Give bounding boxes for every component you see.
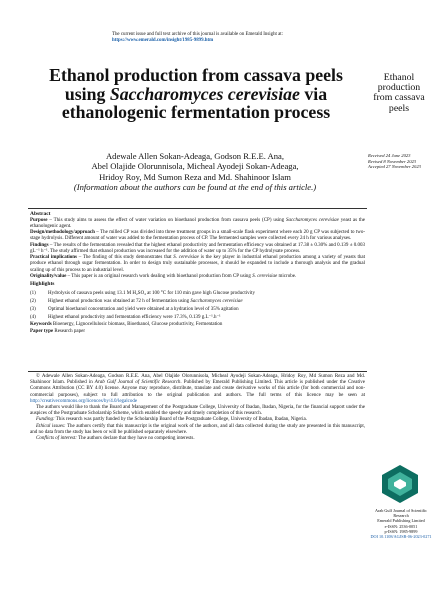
purpose-text: – This study aims to assess the effect of water variation on bioethanol production from cassava peels (CP) using (47, 217, 287, 223)
purpose-italic: Saccharomyces cerevisiae (286, 217, 339, 223)
front-matter-notes (30, 374, 365, 442)
conflicts-text: The authors declare that they have no competing interests. (76, 436, 195, 442)
highlights-heading: Highlights (30, 281, 55, 287)
paper-type-text: Research paper (53, 328, 86, 334)
highlight-text: Highest ethanol production was obtained at 72 h of fermentation using (48, 298, 191, 304)
highlight-number: (3) (30, 306, 36, 312)
abstract-purpose (30, 218, 365, 231)
journal-doi-link[interactable]: DOI 10.1108/AGJSR-06-2023-0271 (370, 534, 432, 540)
journal-eissn: e-ISSN: 2536-0051 (384, 523, 418, 529)
title-part1: Ethanol production from cassava peels using (49, 65, 343, 104)
received-date: Received 24 June 2023 (368, 153, 411, 158)
highlight-text: Highest ethanol productivity and fermentation efficiency were 17.3%, 0.139 g.L⁻¹.h⁻¹ (48, 315, 221, 321)
highlight-item (30, 314, 365, 322)
originality-label: Originality/value (30, 273, 67, 279)
paper-type (30, 329, 365, 335)
highlight-italic: Saccharomyces cerevisiae (190, 298, 243, 304)
keywords-label: Keywords (30, 322, 52, 328)
journal-publisher: Emerald Publishing Limited (377, 518, 425, 524)
authors-line3: Hridoy Roy, Md Sumon Reza and Md. Shahinoor Islam (99, 171, 291, 182)
title-italic: Saccharomyces cerevisiae (109, 83, 300, 104)
header-availability-text (112, 32, 412, 44)
originality-text: – This paper is an original research work dealing with bioethanol production from CP using (66, 273, 253, 279)
originality-end: microbe. (277, 273, 297, 279)
highlight-number: (4) (30, 315, 36, 321)
article-title (37, 66, 355, 122)
abstract-findings (30, 243, 365, 256)
funding-text: This research was partly funded by the Scholarship Board of the Postgraduate College, University of Ibadan, Ibadan, Nigeria. (54, 417, 307, 423)
license-link[interactable]: http://creativecommons.org/licences/by/4.0/legalcode (30, 398, 138, 404)
highlight-text: Hydrolysis of cassava peels using 13.1 M H₂SO₄ at 100 °C for 110 min gave high Glucose productivity (48, 290, 255, 296)
abstract-bottom-rule (28, 371, 367, 372)
practical-text: – The finding of this study demonstrates that (77, 255, 174, 260)
purpose-label: Purpose (30, 217, 48, 223)
abstract-originality (30, 274, 365, 280)
ethical-text: The authors certify that this manuscript is the original work of the authors, and all data collected during the study are presented in this manuscript, and no data from the study has been or will be published separately elsewhere. (30, 423, 365, 435)
license-text1: © Adewale Allen Sokan-Adeaga, Godson R.E.E. Ana, Abel Olajide Olorunnisola, Micheal Ayodeji Sokan-Adeaga, Hridoy Roy, Md Sumon Reza and Md. Shahinoor Islam. Published in (30, 374, 365, 386)
abstract-heading: Abstract (30, 211, 51, 217)
license-statement (30, 374, 365, 405)
ethical-statement (30, 424, 365, 436)
abstract-section (30, 211, 365, 335)
authors-line2: Abel Olajide Olorunnisola, Micheal Ayodeji Sokan-Adeaga, (91, 161, 299, 172)
funding-label: Funding: (36, 417, 55, 423)
practical-italic: S. cerevisiae (173, 255, 199, 260)
running-title: Ethanol production from cassava peels (373, 72, 425, 114)
accepted-date: Accepted 27 November 2023 (368, 164, 421, 170)
highlight-item (30, 298, 365, 306)
highlight-item (30, 290, 365, 298)
header-url-link[interactable]: https://www.emerald.com/insight/1985-9899.htm (112, 38, 214, 43)
acknowledgement: The authors would like to thank the Board and Management of the Postgraduate College, University of Ibadan, Ibadan, Nigeria, for the financial support under the auspices of the Postgraduate Scholarship Scheme, which enabled the speedy and timely completion of this research. (30, 405, 365, 417)
authors-note: (Information about the authors can be found at the end of this article.) (73, 181, 317, 192)
findings-label: Findings (30, 242, 49, 248)
practical-end: is the key player in industrial ethanol production among a variety of yeasts that produce ethanol through sugar fermentation. In order to design truly sustainable processes, it should be expanded to include a thorough analysis and the gradual scaling up of this process to an industrial level. (30, 255, 365, 273)
findings-text: – The results of the fermentation revealed that the highest ethanol productivity and fermentation efficiency was obtained at 17.38 ± 0.30% and 0.139 ± 0.003 gL⁻¹ h⁻¹. The study affirmed that ethanol production was increased for the addition of water up to 35% for the CP hydrolysate process. (30, 242, 365, 254)
emerald-logo-icon (381, 464, 419, 504)
authors-line1: Adewale Allen Sokan-Adeaga, Godson R.E.E. Ana, (105, 151, 285, 161)
journal-pissn: p-ISSN: 1985-9899 (384, 528, 418, 534)
highlight-text: Optimal bioethanol concentration and yield were obtained at a hydration level of 35% agitation (48, 306, 239, 312)
revised-date: Revised 8 November 2023 (368, 158, 417, 164)
abstract-design (30, 230, 365, 243)
abstract-top-rule (28, 208, 367, 209)
highlight-number: (1) (30, 290, 36, 296)
article-dates (368, 153, 434, 170)
ethical-label: Ethical issues: (36, 423, 66, 429)
license-text2: . Published by Emerald Publishing Limited. This article is published under the Creative Commons Attribution (CC BY 4.0) license. Anyone may reproduce, distribute, translate and create derivative works of this article (for both commercial and non-commercial purposes), subject to full attribution to the original publication and authors. The full terms of this licence may be seen at (30, 380, 365, 398)
highlight-number: (2) (30, 298, 36, 304)
highlight-item (30, 306, 365, 314)
design-label: Design/methodology/approach (30, 230, 95, 235)
design-text: – The milled CP was divided into three treatment groups in a small-scale flask experiment where each 20 g CP was subjected to two-stage hydrolysis. Different amount of water was added to the fermentation process of CP. The fermented samples were collected every 24 h for various analyses. (30, 230, 365, 242)
license-journal: Arab Gulf Journal of Scientific Research (94, 380, 181, 386)
purpose-end: yeast as the ethanologenic agent. (30, 217, 366, 229)
conflicts-statement (30, 436, 365, 442)
conflicts-label: Conflicts of interest: (36, 436, 77, 442)
abstract-practical (30, 255, 365, 274)
paper-type-label: Paper type (30, 328, 54, 334)
keywords-text: Bioenergy, Lignocellulosic biomass, Bioethanol, Glucose productivity, Fermentation (51, 322, 223, 328)
journal-info (368, 508, 434, 539)
journal-name: Arab Gulf Journal of Scientific Research (374, 508, 428, 519)
highlights-list (30, 290, 365, 323)
authors-block (30, 151, 360, 192)
originality-italic: S. cerevisiae (252, 273, 278, 279)
header-line: The current issue and full text archive of this journal is available on Emerald Insight at: (112, 32, 283, 37)
title-part2: via ethanologenic fermentation process (61, 83, 331, 123)
practical-label: Practical implications (30, 255, 77, 260)
